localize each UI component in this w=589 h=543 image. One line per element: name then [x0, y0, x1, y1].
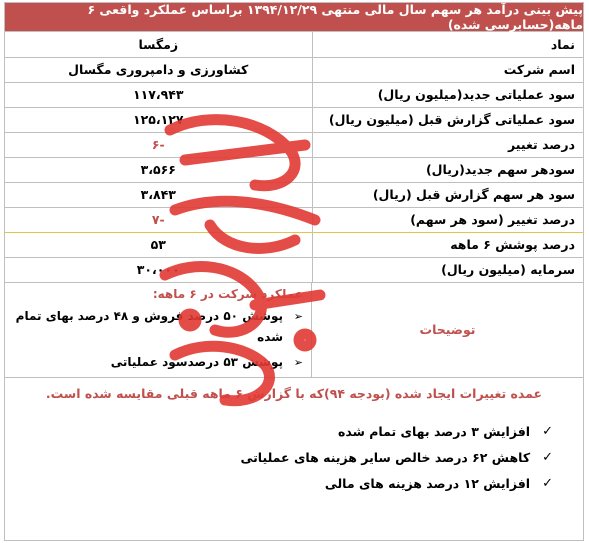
row-label-prev-operating-profit: سود عملیاتی گزارش قبل (میلیون ریال): [312, 107, 583, 132]
table-row: [5, 157, 583, 182]
note-item: [11, 352, 303, 373]
row-label-new-eps: سودهر سهم جدید(ریال): [312, 157, 583, 182]
row-label-symbol: نماد: [312, 32, 583, 57]
row-value-change-percent: -۶: [5, 132, 312, 157]
row-label-change-percent: درصد تغییر: [312, 132, 583, 157]
notes-row: [5, 283, 583, 378]
note-text: پوشش ۵۰ درصد فروش و ۴۸ درصد بهای تمام شده: [15, 308, 283, 344]
row-label-capital: سرمایه (میلیون ریال): [312, 257, 583, 282]
row-value-new-operating-profit: ۱۱۷،۹۴۳: [5, 82, 312, 107]
changes-section: [5, 378, 583, 497]
row-value-new-eps: ۳،۵۶۶: [5, 157, 312, 182]
table-row: [5, 57, 583, 82]
changes-title: عمده تغییرات ایجاد شده (بودجه ۹۴)که با گزارش ۶ ماهه قبلی مقایسه شده است.: [45, 385, 543, 401]
table-row: [5, 232, 583, 257]
row-label-company: اسم شرکت: [312, 57, 583, 82]
row-value-coverage: ۵۳: [5, 232, 312, 257]
row-value-eps-change: -۷: [5, 207, 312, 232]
change-text: افزایش ۱۲ درصد هزینه های مالی: [324, 476, 531, 491]
report-header: پیش بینی درآمد هر سهم سال مالی منتهی ۱۳۹۴/۱۲/۲۹ براساس عملکرد واقعی ۶ ماهه(حسابرسی شده): [5, 3, 583, 32]
note-text: پوشش ۵۳ درصدسود عملیاتی: [110, 354, 283, 369]
change-item: [17, 445, 571, 471]
table-row: [5, 182, 583, 207]
eps-report-card: [4, 2, 584, 541]
arrow-bullet-icon: ➢: [293, 309, 303, 323]
checkmark-icon: ✓: [542, 476, 553, 491]
note-item: [11, 306, 303, 348]
change-text: کاهش ۶۲ درصد خالص سایر هزینه های عملیاتی: [240, 450, 531, 465]
table-row: [5, 82, 583, 107]
row-value-capital: ۳۰،۰۰۰: [5, 257, 312, 282]
change-item: [17, 419, 571, 445]
table-row: [5, 257, 583, 282]
row-label-prev-eps: سود هر سهم گزارش قبل (ریال): [312, 182, 583, 207]
notes-title: عملکرد شرکت در ۶ ماهه:: [152, 286, 303, 301]
change-text: افزایش ۳ درصد بهای تمام شده: [337, 424, 531, 439]
row-value-company: کشاورزی و دامپروری مگسال: [5, 57, 312, 82]
report-table: [5, 32, 583, 283]
row-label-new-operating-profit: سود عملیاتی جدید(میلیون ریال): [312, 82, 583, 107]
change-item: [17, 471, 571, 497]
row-value-symbol: زمگسا: [5, 32, 312, 57]
notes-content: [5, 283, 311, 377]
checkmark-icon: ✓: [542, 424, 553, 439]
row-label-coverage: درصد پوشش ۶ ماهه: [312, 232, 583, 257]
table-row: [5, 207, 583, 232]
table-row: [5, 32, 583, 57]
row-label-eps-change: درصد تغییر (سود هر سهم): [312, 207, 583, 232]
row-value-prev-eps: ۳،۸۴۳: [5, 182, 312, 207]
checkmark-icon: ✓: [542, 450, 553, 465]
row-value-prev-operating-profit: ۱۲۵،۱۲۷: [5, 107, 312, 132]
arrow-bullet-icon: ➢: [293, 355, 303, 369]
table-row: [5, 107, 583, 132]
notes-label: توضیحات: [311, 283, 583, 377]
table-row: [5, 132, 583, 157]
